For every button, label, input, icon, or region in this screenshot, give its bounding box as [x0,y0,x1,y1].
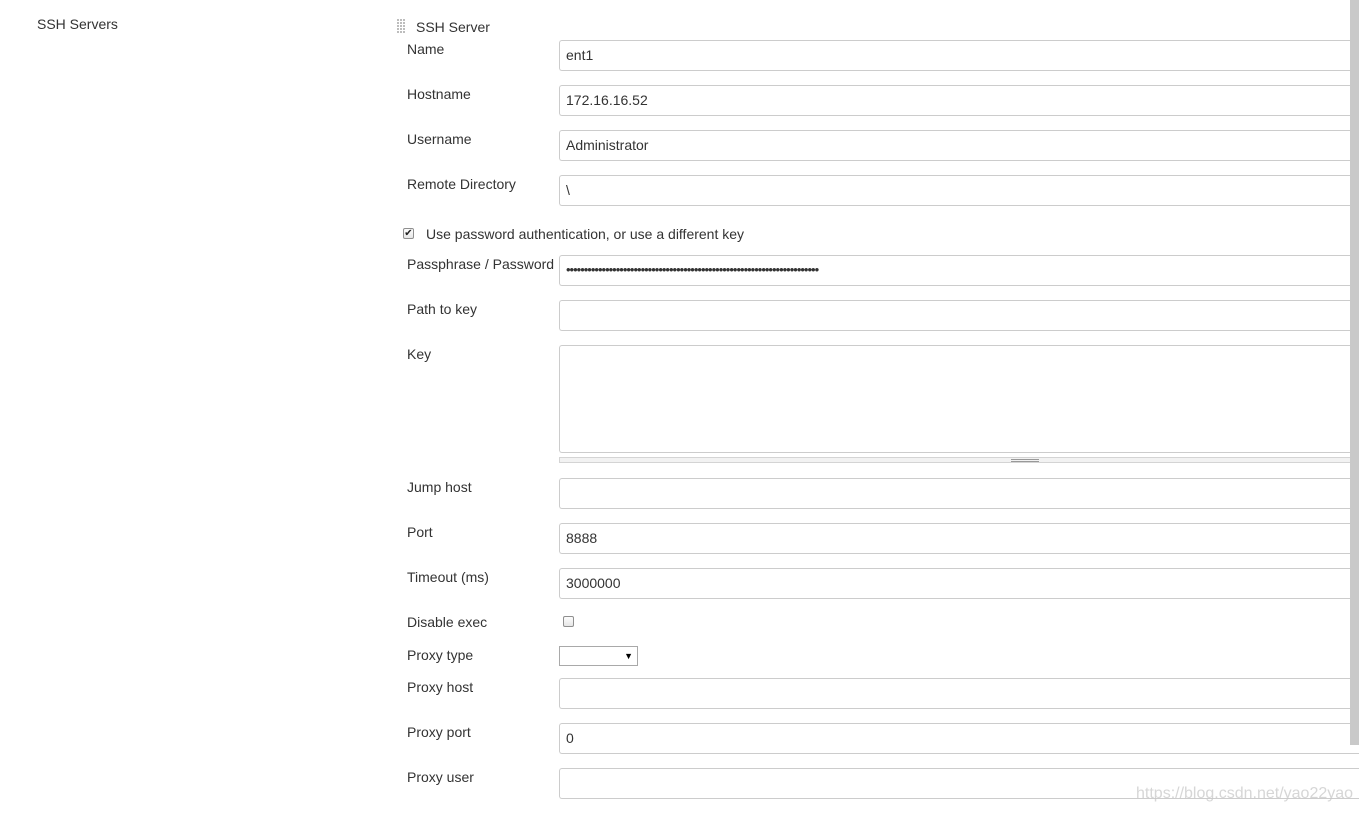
port-input[interactable]: 8888 [559,523,1359,554]
jump-host-label: Jump host [407,479,472,495]
port-label: Port [407,524,433,540]
hostname-input[interactable]: 172.16.16.52 [559,85,1359,116]
path-to-key-input[interactable] [559,300,1359,331]
key-textarea-resize-bar[interactable] [559,457,1359,463]
disable-exec-label: Disable exec [407,614,488,630]
disable-exec-checkbox[interactable] [563,616,574,627]
username-input[interactable]: Administrator [559,130,1359,161]
proxy-user-label: Proxy user [407,769,474,785]
ssh-servers-section-title: SSH Servers [37,16,118,32]
passphrase-input[interactable]: ••••••••••••••••••••••••••••••••••••••••••••••••••••••••••••••••••••••• [559,255,1359,286]
name-input[interactable]: ent1 [559,40,1359,71]
proxy-port-input[interactable]: 0 [559,723,1359,754]
proxy-type-select[interactable] [559,646,638,666]
jump-host-input[interactable] [559,478,1359,509]
use-password-checkbox[interactable] [403,228,414,239]
key-label: Key [407,346,432,362]
drag-handle-icon[interactable] [396,18,406,36]
watermark: https://blog.csdn.net/yao22yao [1136,785,1354,802]
proxy-port-label: Proxy port [407,724,471,740]
use-password-label: Use password authentication, or use a different key [426,226,745,242]
resize-grip-icon[interactable] [1011,459,1039,462]
proxy-host-input[interactable] [559,678,1359,709]
remote-directory-input[interactable]: \ [559,175,1359,206]
ssh-server-header [396,18,490,36]
dropdown-arrow-icon: ▼ [624,651,633,661]
proxy-type-label: Proxy type [407,647,474,663]
key-textarea[interactable] [559,345,1359,453]
hostname-label: Hostname [407,86,471,102]
username-label: Username [407,131,472,147]
checkmark-icon: ✔ [404,227,413,239]
ssh-server-header-label: SSH Server [416,19,490,35]
proxy-host-label: Proxy host [407,679,474,695]
remote-directory-label: Remote Directory [407,176,516,192]
timeout-input[interactable]: 3000000 [559,568,1359,599]
passphrase-label: Passphrase / Password [407,256,555,272]
name-label: Name [407,41,445,57]
vertical-scrollbar[interactable] [1350,0,1359,745]
timeout-label: Timeout (ms) [407,569,489,585]
path-to-key-label: Path to key [407,301,478,317]
